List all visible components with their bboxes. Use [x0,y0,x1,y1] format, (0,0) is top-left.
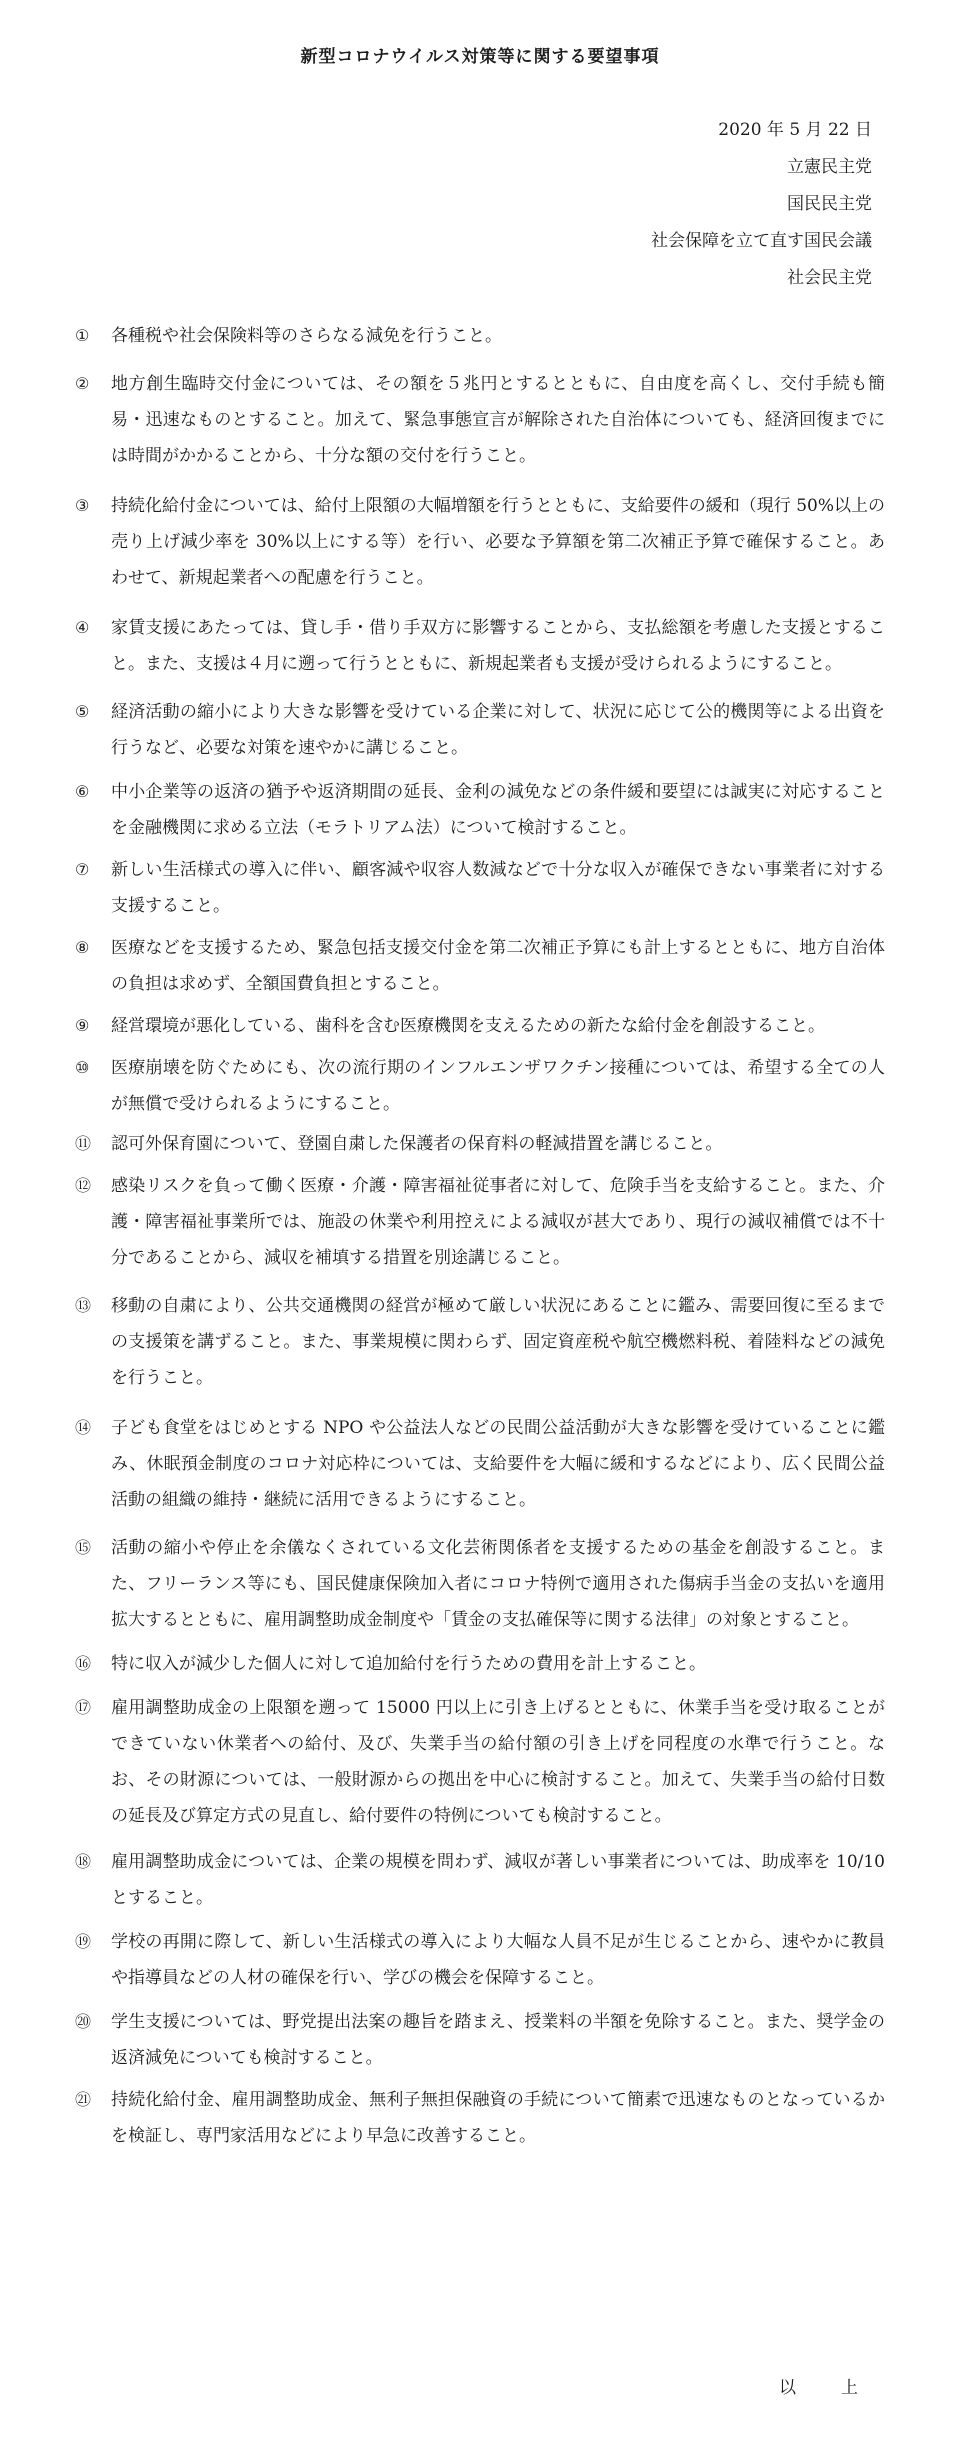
item-text: 活動の縮小や停止を余儀なくされている文化芸術関係者を支援するための基金を創設すること。また、フリーランス等にも、国民健康保険加入者にコロナ特例で適用された傷病手当金の支払いを適用拡大するとともに、雇用調整助成金制度や「賃金の支払確保等に関する法律」の対象とすること。 [111,1538,885,1630]
item-text: 子ども食堂をはじめとする NPO や公益法人などの民間公益活動が大きな影響を受けていることに鑑み、休眠預金制度のコロナ対応枠については、支給要件を大幅に緩和するなどにより、広く民間公益活動の組織の維持・継続に活用できるようにすること。 [111,1418,885,1510]
item-text: 経済活動の縮小により大きな影響を受けている企業に対して、状況に応じて公的機関等による出資を行うなど、必要な対策を速やかに講じること。 [111,702,885,758]
item-text: 感染リスクを負って働く医療・介護・障害福祉従事者に対して、危険手当を支給すること。また、介護・障害福祉事業所では、施設の休業や利用控えによる減収が甚大であり、現行の減収補償では不十分であることから、減収を補填する措置を別途講じること。 [111,1176,885,1268]
item-number: ⑯ [75,1654,92,1673]
item-number: ⑫ [75,1176,92,1195]
item-number: ⑤ [75,702,90,721]
request-item [75,2004,885,2076]
item-number: ⑧ [75,938,90,957]
party-name: 立憲民主党 [787,157,872,177]
item-text: 中小企業等の返済の猶予や返済期間の延長、金利の減免などの条件緩和要望には誠実に対応することを金融機関に求める立法（モラトリアム法）について検討すること。 [111,782,885,838]
request-item [75,1008,885,1044]
item-number: ⑩ [75,1058,90,1077]
request-item [75,852,885,924]
item-text: 医療などを支援するため、緊急包括支援交付金を第二次補正予算にも計上するとともに、地方自治体の負担は求めず、全額国費負担とすること。 [111,938,885,994]
item-number: ⑰ [75,1698,92,1717]
item-number: ⑮ [75,1538,92,1557]
item-text: 雇用調整助成金の上限額を遡って 15000 円以上に引き上げるとともに、休業手当を受け取ることができていない休業者への給付、及び、失業手当の給付額の引き上げを同程度の水準で行うこと。なお、その財源については、一般財源からの拠出を中心に検討すること。加えて、失業手当の給付日数の延長及び算定方式の見直し、給付要件の特例についても検討すること。 [111,1698,885,1826]
item-text: 各種税や社会保険料等のさらなる減免を行うこと。 [111,326,502,346]
request-item [75,1530,885,1638]
request-item [75,610,885,682]
item-number: ⑬ [75,1296,92,1315]
item-number: ⑳ [75,2012,92,2031]
item-text: 経営環境が悪化している、歯科を含む医療機関を支えるための新たな給付金を創設すること。 [111,1016,825,1036]
document-date: 2020 年 5 月 22 日 [718,120,872,140]
request-item [75,1690,885,1834]
request-item [75,318,885,354]
item-number: ㉑ [75,2090,92,2109]
item-text: 特に収入が減少した個人に対して追加給付を行うための費用を計上すること。 [111,1654,706,1674]
item-text: 学生支援については、野党提出法案の趣旨を踏まえ、授業料の半額を免除すること。また、奨学金の返済減免についても検討すること。 [111,2012,885,2068]
request-item [75,1050,885,1122]
item-text: 雇用調整助成金については、企業の規模を問わず、減収が著しい事業者については、助成率を 10/10 とすること。 [111,1852,885,1908]
request-item [75,488,885,596]
request-item [75,1646,885,1682]
item-number: ④ [75,618,90,637]
item-number: ⑭ [75,1418,92,1437]
request-items-list [75,318,885,2154]
item-number: ⑦ [75,860,90,879]
item-text: 学校の再開に際して、新しい生活様式の導入により大幅な人員不足が生じることから、速やかに教員や指導員などの人材の確保を行い、学びの機会を保障すること。 [111,1932,885,1988]
item-text: 地方創生臨時交付金については、その額を５兆円とするとともに、自由度を高くし、交付手続も簡易・迅速なものとすること。加えて、緊急事態宣言が解除された自治体についても、経済回復までには時間がかかることから、十分な額の交付を行うこと。 [111,374,885,466]
item-number: ⑲ [75,1932,92,1951]
item-text: 持続化給付金、雇用調整助成金、無利子無担保融資の手続について簡素で迅速なものとなっているかを検証し、専門家活用などにより早急に改善すること。 [111,2090,885,2146]
item-number: ⑨ [75,1016,90,1035]
request-item [75,2082,885,2154]
closing-mark: 以 上 [779,2378,872,2398]
request-item [75,1126,885,1162]
item-number: ① [75,326,90,345]
request-item [75,1168,885,1276]
party-name: 社会保障を立て直す国民会議 [651,231,872,251]
item-text: 移動の自粛により、公共交通機関の経営が極めて厳しい状況にあることに鑑み、需要回復に至るまでの支援策を講ずること。また、事業規模に関わらず、固定資産税や航空機燃料税、着陸料などの減免を行うこと。 [111,1296,885,1388]
request-item [75,366,885,474]
item-number: ⑥ [75,782,90,801]
request-item [75,1288,885,1396]
item-number: ② [75,374,90,393]
item-number: ③ [75,496,90,515]
item-number: ⑱ [75,1852,92,1871]
header-block [651,112,872,297]
request-item [75,1924,885,1996]
item-text: 医療崩壊を防ぐためにも、次の流行期のインフルエンザワクチン接種については、希望する全ての人が無償で受けられるようにすること。 [111,1058,885,1114]
party-name: 国民民主党 [787,194,872,214]
item-number: ⑪ [75,1134,92,1153]
party-name: 社会民主党 [787,268,872,288]
item-text: 新しい生活様式の導入に伴い、顧客減や収容人数減などで十分な収入が確保できない事業者に対する支援すること。 [111,860,885,916]
document-title: 新型コロナウイルス対策等に関する要望事項 [300,47,660,67]
request-item [75,774,885,846]
request-item [75,1410,885,1518]
item-text: 持続化給付金については、給付上限額の大幅増額を行うとともに、支給要件の緩和（現行 50%以上の売り上げ減少率を 30%以上にする等）を行い、必要な予算額を第二次補正予算で確保すること。あわせて、新規起業者への配慮を行うこと。 [111,496,885,588]
item-text: 家賃支援にあたっては、貸し手・借り手双方に影響することから、支払総額を考慮した支援とすること。また、支援は４月に遡って行うとともに、新規起業者も支援が受けられるようにすること。 [111,618,885,674]
item-text: 認可外保育園について、登園自粛した保護者の保育料の軽減措置を講じること。 [111,1134,723,1154]
request-item [75,930,885,1002]
request-item [75,1844,885,1916]
request-item [75,694,885,766]
